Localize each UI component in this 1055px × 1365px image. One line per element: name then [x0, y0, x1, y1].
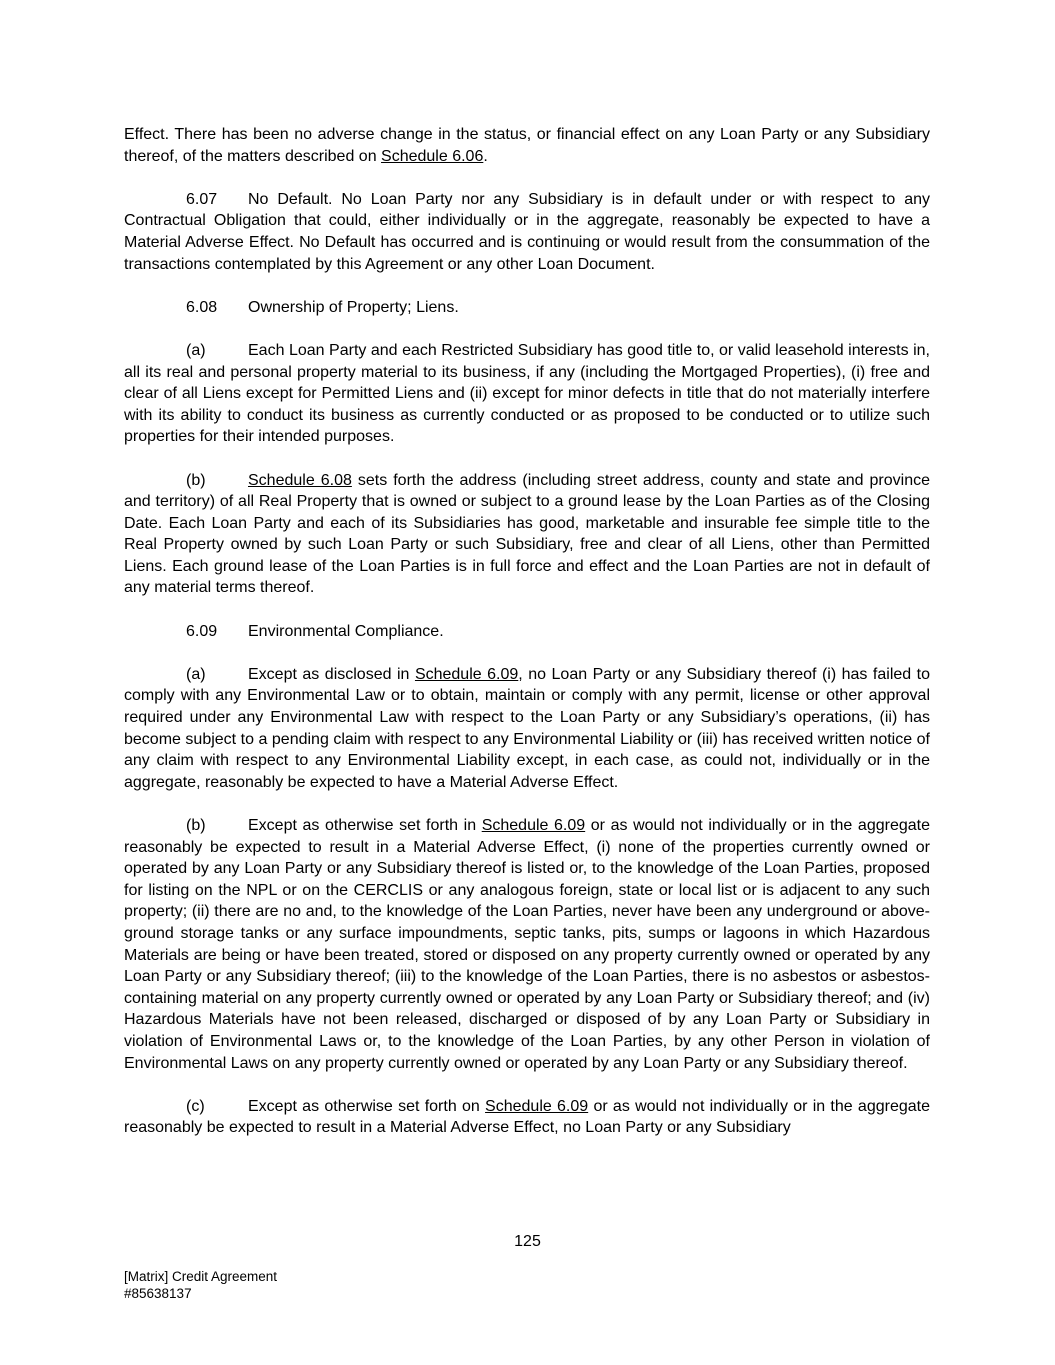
schedule-link-6-06: Schedule 6.06 — [381, 147, 484, 165]
section-6-08-heading — [186, 297, 930, 319]
section-number: 6.08 — [186, 298, 218, 316]
section-6-07: 6.07 No Default. No Loan Party nor any Subsidiary is in default under or with respect to any Contractual Obligation that could, either individually or in the aggregate, reasonably be expected to have a Material Adverse Effect. No Default has occurred and is continuing or would result from the consummation of the transactions contemplated by this Agreement or any other Loan Document. — [124, 190, 930, 273]
clause-label: (b) — [186, 817, 206, 834]
schedule-link-6-09: Schedule 6.09 — [485, 1097, 589, 1115]
page-number: 125 — [514, 1233, 541, 1250]
section-6-09-heading — [186, 621, 930, 643]
clause-label: (a) — [186, 665, 206, 683]
clause-label: (a) — [186, 341, 206, 359]
section-number: 6.07 — [186, 190, 218, 208]
section-6-09-a: (a) Except as disclosed in Schedule 6.09, no Loan Party or any Subsidiary thereof (i) has failed to comply with any Environmental Law or to obtain, maintain or comply with any permit, license or other approval required under any Environmental Law with respect to the Loan Party or any Subsidiary’s operations, (ii) has become subject to a pending claim with respect to any Environmental Liability or (iii) has received written notice of any claim with respect to any Environmental Liability except, in each case, as could not, individually or in the aggregate, reasonably be expected to have a Material Adverse Effect. — [124, 665, 931, 791]
clause-label: (b) — [186, 471, 206, 489]
section-title: No Default. — [248, 190, 333, 208]
section-number: 6.09 — [186, 622, 218, 640]
document-footer — [124, 1268, 277, 1302]
section-6-09-b: (b) Except as otherwise set forth in Schedule 6.09 or as would not individually or in the aggregate reasonably be expected to result in a Material Adverse Effect, (i) none of the properties currently owned or operated by any Loan Party or any Subsidiary thereof is listed or, to the knowledge of the Loan Parties, proposed for listing on the NPL or on the CERCLIS or any analogous foreign, state or local list or is adjacent to any such property; (ii) there are no and, to the knowledge of the Loan Parties, never have been any underground or above-ground storage tanks or any surface impoundments, septic tanks, pits, sumps or lagoons in which Hazardous Materials are being or have been treated, stored or disposed on any property currently owned or operated by any Loan Party or any Subsidiary thereof; (iii) to the knowledge of the Loan Parties, there is no asbestos or asbestos-containing material on any property currently owned or operated by any Loan Party or Subsidiary thereof; and (iv) Hazardous Materials have not been released, discharged or disposed of by any Loan Party or Subsidiary in violation of Environmental Laws or, to the knowledge of the Loan Parties, by any other Person in violation of Environmental Laws on any property currently owned or operated by any Loan Party or any Subsidiary thereof. — [124, 817, 930, 1072]
continued-paragraph: Effect. There has been no adverse change in the status, or financial effect on any Loan Party or any Subsidiary thereof, of the matters described on Schedule 6.06. — [124, 126, 930, 165]
document-body — [124, 124, 930, 1161]
section-6-08-b: (b) Schedule 6.08 sets forth the address (including street address, county and state and province and territory) of all Real Property that is owned or subject to a ground lease by the Loan Parties as of the Closing Date. Each Loan Party and each of its Subsidiaries has good, marketable and insurable fee simple title to the Real Property owned by such Loan Party or such Subsidiary, free and clear of all Liens, other than Permitted Liens. Each ground lease of the Loan Parties is in full force and effect and the Loan Parties are not in default of any material terms thereof. — [124, 471, 930, 597]
section-title: Environmental Compliance. — [248, 622, 444, 640]
footer-document-id: #85638137 — [124, 1286, 192, 1301]
section-title: Ownership of Property; Liens. — [248, 298, 459, 316]
schedule-link-6-09: Schedule 6.09 — [414, 665, 519, 683]
schedule-link-6-09: Schedule 6.09 — [481, 817, 586, 834]
section-6-09-c: (c) Except as otherwise set forth on Schedule 6.09 or as would not individually or in the aggregate reasonably be expected to result in a Material Adverse Effect, no Loan Party or any Subsidiary — [124, 1097, 930, 1137]
schedule-link-6-08: Schedule 6.08 — [248, 471, 352, 489]
clause-label: (c) — [186, 1097, 205, 1115]
footer-agreement-name: [Matrix] Credit Agreement — [124, 1269, 278, 1284]
section-6-08-a: (a) Each Loan Party and each Restricted Subsidiary has good title to, or valid leasehold interests in, all its real and personal property material to its business, if any (including the Mortgaged Properties), (i) free and clear of all Liens except for Permitted Liens and (ii) except for minor defects in title that do not materially interfere with its ability to conduct its business as currently conducted or as proposed to be conducted or to utilize such properties for their intended purposes. — [124, 341, 930, 446]
